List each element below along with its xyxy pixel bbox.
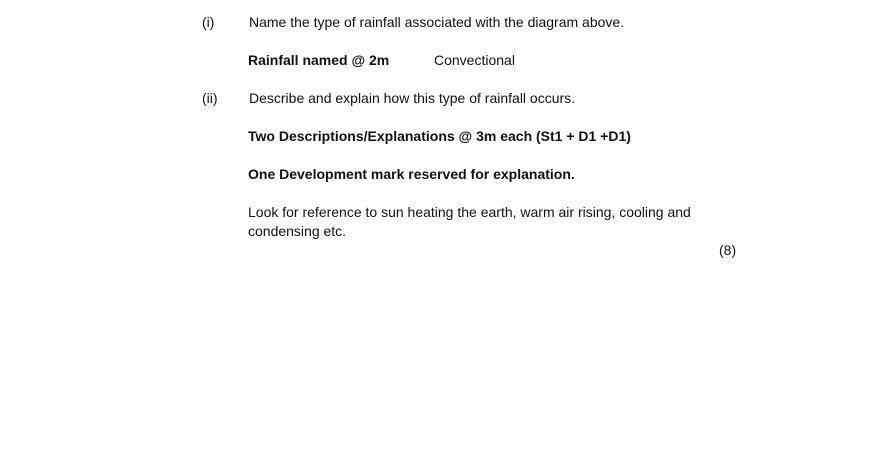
part-ii-marks: (8) <box>719 242 737 258</box>
part-i-numeral: (i) <box>202 14 215 30</box>
part-ii-development-note: One Development mark reserved for explanation. <box>248 166 575 182</box>
part-i-question: Name the type of rainfall associated with the diagram above. <box>249 14 625 30</box>
part-i-marking-label: Rainfall named @ 2m <box>248 52 390 68</box>
part-i-answer: Convectional <box>434 52 515 68</box>
part-ii-guidance-line-2: condensing etc. <box>248 223 347 239</box>
part-ii-numeral: (ii) <box>202 90 218 106</box>
part-ii-question: Describe and explain how this type of rainfall occurs. <box>249 90 576 106</box>
part-ii-guidance-line-1: Look for reference to sun heating the earth, warm air rising, cooling and <box>248 204 691 220</box>
part-ii-marking-scheme: Two Descriptions/Explanations @ 3m each (St1 + D1 +D1) <box>248 128 631 144</box>
